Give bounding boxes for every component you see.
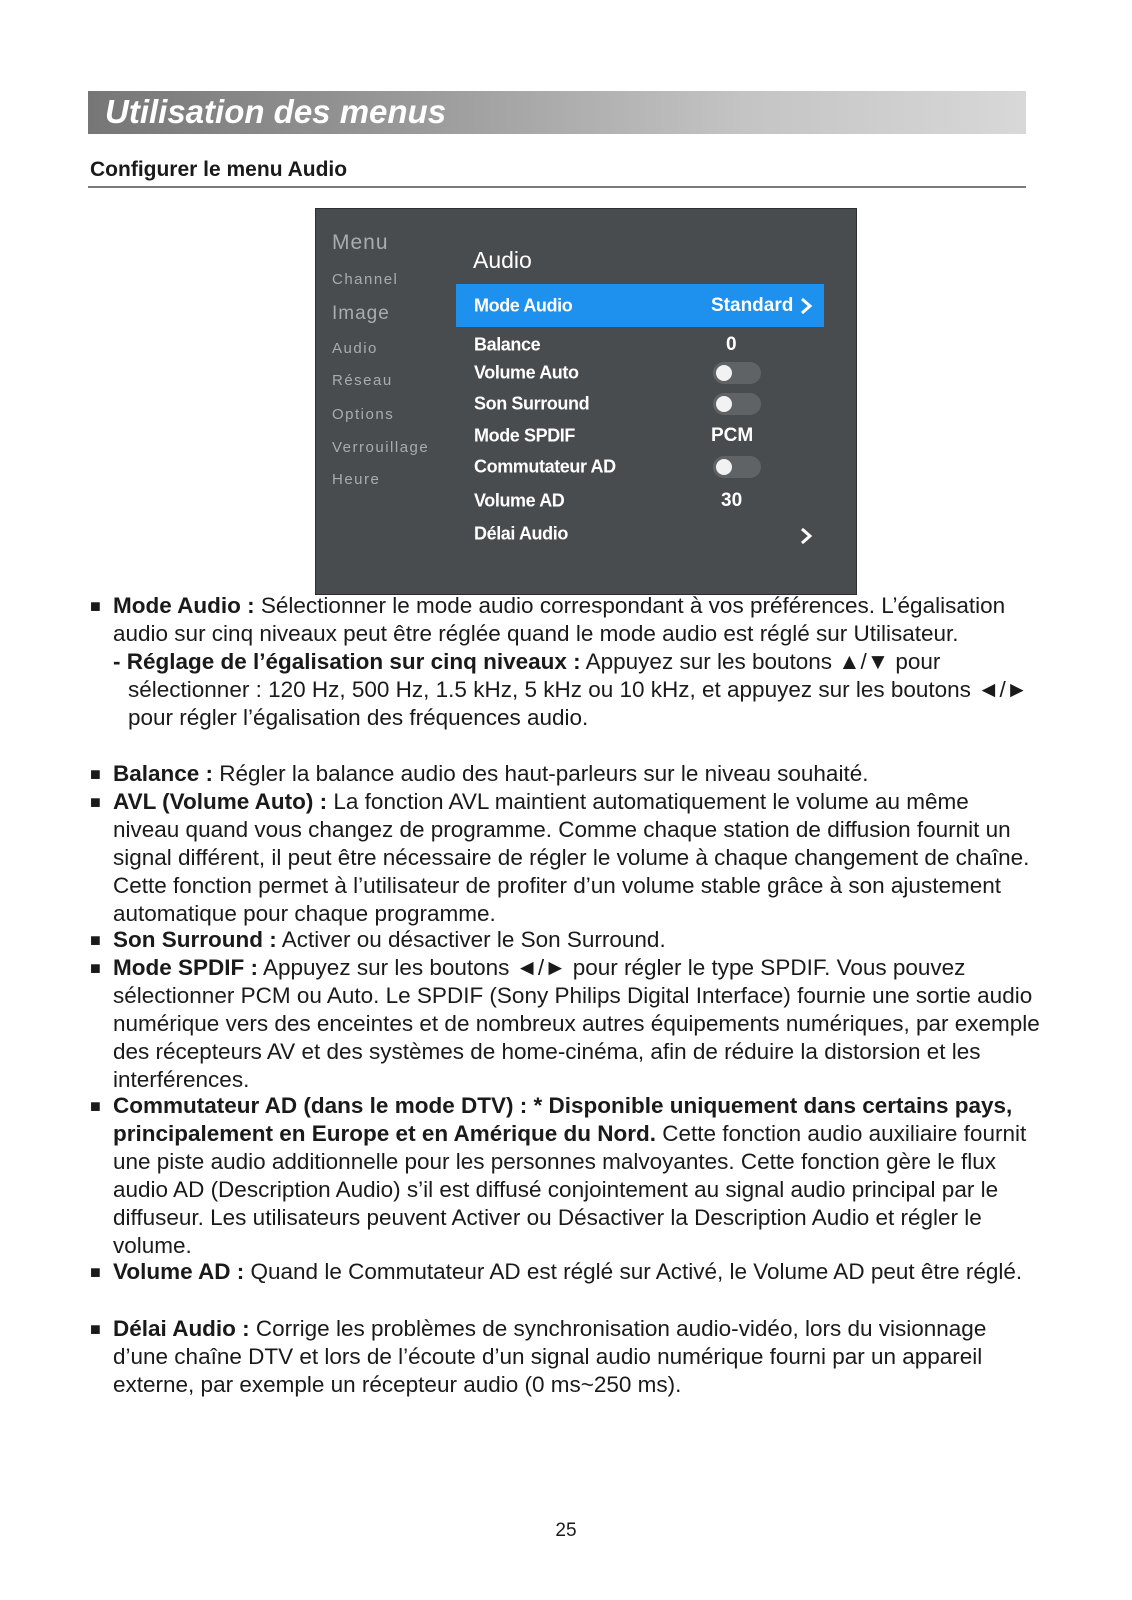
page-title-bar [88,91,1026,134]
tv-row-label: Mode SPDIF [474,425,576,445]
tv-category-options[interactable]: Options [332,406,395,423]
tv-row-value: 30 [721,489,743,511]
bullet-icon: ■ [90,596,101,616]
tv-pane-title: Audio [473,247,532,273]
item-term: Délai Audio : [113,1316,250,1341]
tv-row-delai-audio[interactable] [456,512,824,555]
bullet-icon: ■ [90,764,101,784]
tv-category-audio[interactable]: Audio [332,340,378,357]
tv-row-label: Délai Audio [474,523,568,543]
item-subitem [113,648,1040,732]
item-delai-audio [90,1315,1040,1399]
bullet-icon: ■ [90,958,101,978]
tv-menu-title: Menu [332,231,389,254]
item-term: Balance : [113,761,214,786]
bullet-icon: ■ [90,1262,101,1282]
tv-row-label: Volume AD [474,490,565,510]
bullet-icon: ■ [90,930,101,950]
commutateur-ad-toggle[interactable] [713,456,761,478]
tv-row-value: 0 [726,334,737,355]
item-term: Son Surround : [113,927,277,952]
item-balance [90,760,1040,788]
volume-auto-toggle[interactable] [713,362,761,384]
tv-category-heure[interactable]: Heure [332,471,381,488]
tv-category-verrouillage[interactable]: Verrouillage [332,439,430,456]
toggle-knob [716,396,732,412]
item-volume-ad [90,1258,1040,1286]
tv-row-label: Balance [474,334,541,354]
tv-menu-screenshot [315,208,857,595]
item-term: Commutateur AD (dans le mode DTV) : * Disponible uniquement dans certains pays, principalement en Europe et en Amérique du Nord. [113,1093,1013,1146]
chevron-right-icon [798,297,814,315]
item-commutateur-ad [90,1092,1040,1260]
item-mode-audio [90,592,1040,732]
chevron-right-icon [798,527,814,545]
section-title: Configurer le menu Audio [90,158,348,181]
item-text: Appuyez sur les boutons ◄/► pour régler le type SPDIF. Vous pouvez sélectionner PCM ou Auto. Le SPDIF (Sony Philips Digital Interface) fournie une sortie audio numérique vers des enceintes et de nombreux autres équipements numériques, par exemple des récepteurs AV et des systèmes de home-cinéma, afin de réduire la distorsion et les interférences. [113,955,1040,1092]
son-surround-toggle[interactable] [713,393,761,415]
item-text: Régler la balance audio des haut-parleurs sur le niveau souhaité. [213,761,869,786]
item-term: Mode Audio : [113,593,255,618]
toggle-knob [716,365,732,381]
item-term: Volume AD : [113,1259,245,1284]
item-text: Corrige les problèmes de synchronisation audio-vidéo, lors du visionnage d’une chaîne DTV et lors de l’écoute d’un signal audio numérique fourni par un appareil externe, par exemple un récepteur audio (0 ms~250 ms). [113,1316,987,1397]
bullet-icon: ■ [90,1096,101,1116]
tv-row-mode-audio[interactable] [456,284,824,327]
bullet-icon: ■ [90,1319,101,1339]
bullet-icon: ■ [90,792,101,812]
tv-category-reseau[interactable]: Réseau [332,372,393,389]
tv-row-value: Standard [711,294,794,316]
item-term: AVL (Volume Auto) : [113,789,328,814]
subitem-text: Appuyez sur les boutons ▲/▼ pour sélectionner : 120 Hz, 500 Hz, 1.5 kHz, 5 kHz ou 10 kHz, et appuyez sur les boutons ◄/► pour régler l’égalisation des fréquences audio. [128,649,1028,730]
tv-row-label: Mode Audio [474,295,573,315]
item-mode-spdif [90,954,1040,1094]
item-text: Quand le Commutateur AD est réglé sur Activé, le Volume AD peut être réglé. [244,1259,1023,1284]
item-text: Cette fonction audio auxiliaire fournit une piste audio additionnelle pour les personnes malvoyantes. Cette fonction gère le flux audio AD (Description Audio) s’il est diffusé conjointement au signal audio principal par le diffuseur. Les utilisateurs peuvent Activer ou Désactiver la Description Audio et régler le volume. [113,1121,1027,1258]
item-text: Sélectionner le mode audio correspondant à vos préférences. L’égalisation audio sur cinq niveaux peut être réglée quand le mode audio est réglé sur Utilisateur. [113,593,1006,646]
item-son-surround [90,926,1040,954]
page-number: 25 [555,1520,577,1541]
tv-category-image[interactable]: Image [332,303,390,324]
page-title: Utilisation des menus [105,93,447,130]
tv-row-label: Son Surround [474,393,590,413]
item-term: Mode SPDIF : [113,955,258,980]
item-text: La fonction AVL maintient automatiquement le volume au même niveau quand vous changez de programme. Comme chaque station de diffusion fournit un signal différent, il peut être nécessaire de régler le volume à chaque changement de chaîne. Cette fonction permet à l’utilisateur de profiter d’un volume stable grâce à son ajustement automatique pour chaque programme. [113,789,1030,926]
subitem-term: - Réglage de l’égalisation sur cinq niveaux : [113,649,581,674]
toggle-knob [716,459,732,475]
tv-row-label: Commutateur AD [474,456,616,476]
item-text: Activer ou désactiver le Son Surround. [276,927,666,952]
tv-category-channel[interactable]: Channel [332,271,399,288]
tv-row-label: Volume Auto [474,362,579,382]
tv-row-value: PCM [711,424,754,446]
section-divider [88,186,1026,188]
item-avl [90,788,1040,928]
